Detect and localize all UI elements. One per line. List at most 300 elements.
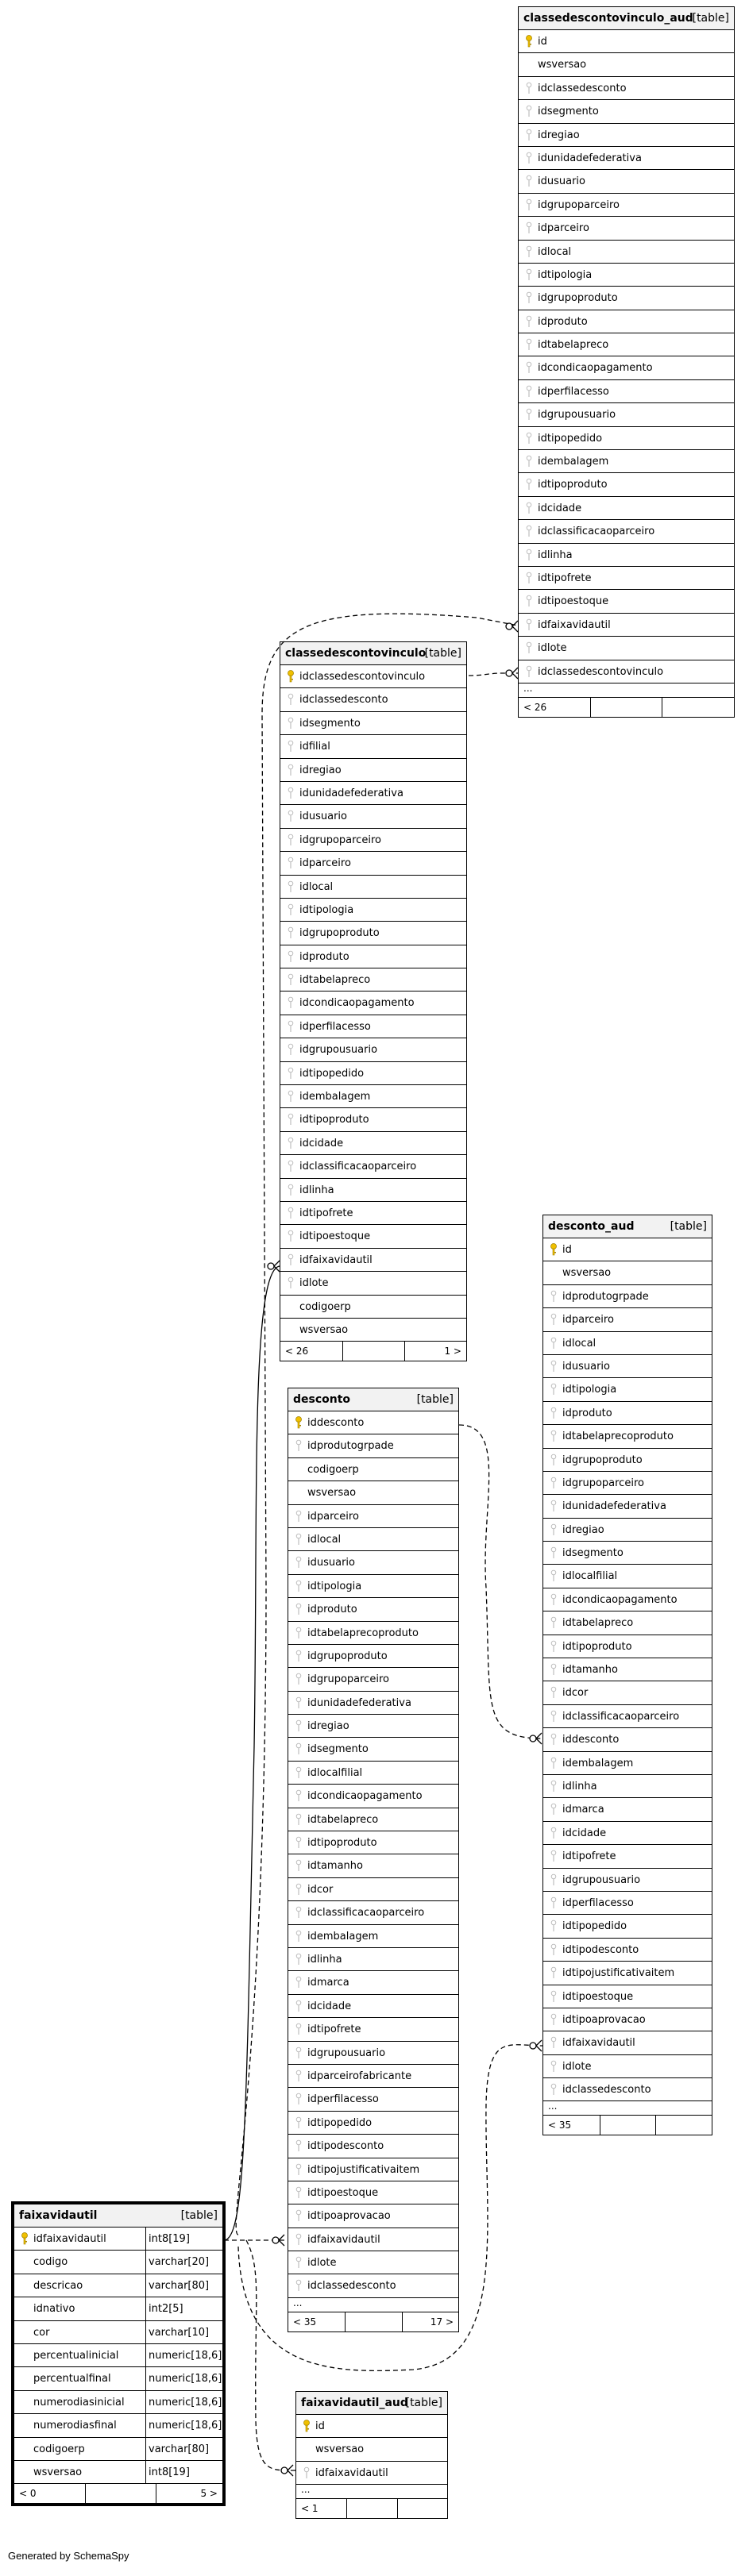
column-row[interactable] <box>280 1015 466 1038</box>
column-name: idgrupousuario <box>307 2047 386 2059</box>
column-name: idproduto <box>299 950 349 963</box>
foreign-key-icon <box>525 105 533 117</box>
column-row[interactable] <box>288 1645 458 1668</box>
foreign-key-icon <box>550 1454 558 1466</box>
column-row[interactable] <box>280 712 466 735</box>
column-row[interactable] <box>280 688 466 711</box>
children-count[interactable]: 17 > <box>430 2316 454 2328</box>
column-row[interactable] <box>543 1355 712 1378</box>
column-row[interactable] <box>543 1472 712 1495</box>
foreign-key-icon <box>287 834 295 846</box>
column-name: idregiao <box>562 1523 604 1536</box>
column-row[interactable] <box>543 1728 712 1751</box>
column-row[interactable] <box>519 241 734 264</box>
column-row[interactable] <box>543 1892 712 1915</box>
column-name: numerodiasfinal <box>33 2420 117 2432</box>
foreign-key-icon <box>287 950 295 963</box>
column-name: idlinha <box>538 549 573 561</box>
column-name: idclassedescontovinculo <box>299 671 426 683</box>
relation-end-marker <box>272 2237 279 2243</box>
column-row[interactable] <box>519 660 734 683</box>
column-row[interactable] <box>519 450 734 473</box>
column-name: idproduto <box>538 315 588 328</box>
foreign-key-icon <box>295 2233 303 2246</box>
column-row[interactable] <box>543 1798 712 1821</box>
column-row[interactable] <box>280 1202 466 1225</box>
foreign-key-icon <box>550 1873 558 1886</box>
foreign-key-icon <box>295 1953 303 1966</box>
column-row[interactable] <box>543 1962 712 1985</box>
column-divider <box>145 2344 146 2366</box>
column-row[interactable] <box>543 1775 712 1798</box>
column-row[interactable] <box>14 2438 222 2461</box>
column-row[interactable] <box>288 1575 458 1598</box>
column-row[interactable] <box>543 1635 712 1658</box>
column-name: idprodutogrpade <box>307 1440 394 1453</box>
column-row[interactable] <box>288 2135 458 2158</box>
foreign-key-icon <box>295 1859 303 1872</box>
column-row[interactable] <box>288 1622 458 1645</box>
column-name: idcondicaopagamento <box>299 997 415 1010</box>
column-name: iddesconto <box>307 1417 365 1429</box>
foreign-key-icon <box>295 2186 303 2199</box>
primary-key-icon <box>287 670 295 683</box>
column-name: idgrupousuario <box>299 1044 378 1057</box>
column-row[interactable] <box>14 2391 222 2414</box>
column-row[interactable] <box>288 2158 458 2181</box>
column-name: wsversao <box>538 59 587 71</box>
foreign-key-icon <box>525 432 533 445</box>
column-row[interactable] <box>543 1658 712 1681</box>
column-row[interactable] <box>543 1915 712 1938</box>
column-row[interactable] <box>280 968 466 992</box>
column-name: idgrupoproduto <box>307 1650 388 1662</box>
column-row[interactable] <box>288 1692 458 1715</box>
parents-count[interactable]: < 1 <box>301 2503 319 2515</box>
column-row[interactable] <box>519 100 734 123</box>
footer-divider <box>590 698 591 717</box>
foreign-key-icon <box>303 2466 311 2479</box>
column-row[interactable] <box>296 2415 447 2438</box>
column-row[interactable] <box>14 2251 222 2274</box>
foreign-key-icon <box>295 1510 303 1523</box>
column-row[interactable] <box>519 403 734 426</box>
relation-end-marker <box>530 2043 536 2049</box>
column-row[interactable] <box>280 782 466 805</box>
footer-divider <box>85 2484 86 2503</box>
foreign-key-icon <box>525 245 533 258</box>
foreign-key-icon <box>295 1673 303 1685</box>
foreign-key-icon <box>295 2163 303 2176</box>
column-row[interactable] <box>280 922 466 945</box>
table-faixavidautil_aud[interactable] <box>295 2391 448 2519</box>
column-row[interactable] <box>288 2018 458 2041</box>
column-name: idgrupoproduto <box>299 927 380 940</box>
column-name: idtipojustificativaitem <box>562 1967 675 1980</box>
foreign-key-icon <box>550 1686 558 1699</box>
foreign-key-icon <box>550 1990 558 2003</box>
foreign-key-icon <box>287 1043 295 1056</box>
column-row[interactable] <box>14 2297 222 2320</box>
column-row[interactable] <box>543 1285 712 1308</box>
column-row[interactable] <box>543 2055 712 2078</box>
column-row[interactable] <box>280 735 466 758</box>
parents-count[interactable]: < 0 <box>19 2488 37 2500</box>
column-row[interactable] <box>543 2031 712 2054</box>
parents-count[interactable]: < 35 <box>293 2316 317 2328</box>
column-row[interactable] <box>14 2228 222 2251</box>
column-row[interactable] <box>543 1308 712 1331</box>
foreign-key-icon <box>287 1207 295 1219</box>
column-name: idfilial <box>299 741 330 753</box>
column-row[interactable] <box>543 1681 712 1704</box>
column-row[interactable] <box>288 2204 458 2228</box>
table-desconto[interactable] <box>288 1388 459 2332</box>
table-header[interactable] <box>14 2204 222 2228</box>
column-row[interactable] <box>280 805 466 828</box>
column-name: idclassificacaoparceiro <box>307 1907 425 1919</box>
column-row[interactable] <box>280 1085 466 1108</box>
column-row[interactable] <box>14 2274 222 2297</box>
column-name: idtipoproduto <box>307 1837 377 1850</box>
foreign-key-icon <box>287 1067 295 1080</box>
column-row[interactable] <box>543 1238 712 1261</box>
column-name: wsversao <box>299 1323 349 1336</box>
column-row[interactable] <box>519 264 734 287</box>
column-row[interactable] <box>543 1752 712 1775</box>
column-name: idparceiro <box>562 1314 614 1327</box>
column-row[interactable] <box>288 1995 458 2018</box>
column-row[interactable] <box>280 899 466 922</box>
column-row[interactable] <box>280 829 466 852</box>
column-row[interactable] <box>280 876 466 899</box>
foreign-key-icon <box>295 1439 303 1452</box>
column-row[interactable] <box>543 1588 712 1611</box>
column-row[interactable] <box>519 356 734 379</box>
column-name: codigo <box>33 2256 68 2269</box>
column-row[interactable] <box>519 310 734 333</box>
column-name: idtabelapreco <box>538 339 609 352</box>
table-name[interactable]: desconto_aud <box>548 1220 635 1233</box>
column-name: idtipopedido <box>538 432 603 445</box>
column-row[interactable] <box>519 544 734 567</box>
table-footer <box>14 2484 222 2503</box>
column-name: idtipoestoque <box>307 2186 379 2199</box>
column-row[interactable] <box>519 567 734 590</box>
column-name: idcidade <box>538 502 582 514</box>
table-name[interactable]: faixavidautil <box>19 2209 98 2222</box>
column-row[interactable] <box>288 1458 458 1481</box>
column-type: numeric[18,6] <box>149 2420 222 2432</box>
more-columns-ellipsis: ... <box>519 683 734 698</box>
column-type: varchar[20] <box>149 2256 210 2269</box>
column-row[interactable] <box>543 1378 712 1401</box>
foreign-key-icon <box>525 361 533 374</box>
column-row[interactable] <box>296 2438 447 2461</box>
column-row[interactable] <box>14 2321 222 2344</box>
column-name: idclassificacaoparceiro <box>538 526 655 538</box>
foreign-key-icon <box>287 973 295 986</box>
column-row[interactable] <box>519 53 734 76</box>
column-row[interactable] <box>519 77 734 100</box>
column-row[interactable] <box>519 427 734 450</box>
column-row[interactable] <box>519 637 734 660</box>
column-row[interactable] <box>519 194 734 217</box>
foreign-key-icon <box>287 1090 295 1103</box>
primary-key-icon <box>525 35 533 48</box>
column-row[interactable] <box>288 2042 458 2065</box>
table-name[interactable]: desconto <box>293 1393 351 1406</box>
column-row[interactable] <box>14 2461 222 2484</box>
column-row[interactable] <box>280 1225 466 1248</box>
column-row[interactable] <box>280 1296 466 1319</box>
foreign-key-icon <box>295 1742 303 1755</box>
column-row[interactable] <box>288 1598 458 1621</box>
column-row[interactable] <box>288 1411 458 1434</box>
column-type: int8[19] <box>149 2466 190 2478</box>
parents-count[interactable]: < 26 <box>285 1346 309 1357</box>
foreign-key-icon <box>550 1290 558 1303</box>
column-name: id <box>562 1244 572 1256</box>
column-name: idtamanho <box>307 1860 363 1873</box>
column-row[interactable] <box>280 665 466 688</box>
column-row[interactable] <box>288 1528 458 1551</box>
column-row[interactable] <box>543 1261 712 1284</box>
column-row[interactable] <box>543 1611 712 1635</box>
column-row[interactable] <box>543 1565 712 1588</box>
table-classedescontovinculo_aud[interactable] <box>518 6 735 718</box>
column-row[interactable] <box>543 2078 712 2101</box>
column-row[interactable] <box>280 1179 466 1202</box>
children-count[interactable]: 5 > <box>200 2488 218 2500</box>
column-row[interactable] <box>519 170 734 193</box>
column-row[interactable] <box>543 1402 712 1425</box>
column-row[interactable] <box>280 1272 466 1295</box>
column-row[interactable] <box>288 1785 458 1808</box>
column-name: codigoerp <box>299 1300 351 1313</box>
column-row[interactable] <box>519 473 734 496</box>
foreign-key-icon <box>525 221 533 234</box>
column-row[interactable] <box>14 2344 222 2367</box>
column-name: wsversao <box>562 1267 612 1280</box>
column-row[interactable] <box>288 1551 458 1574</box>
parents-count[interactable]: < 35 <box>548 2120 572 2131</box>
column-name: idusuario <box>538 175 585 188</box>
column-divider <box>145 2414 146 2436</box>
column-row[interactable] <box>288 1948 458 1971</box>
column-row[interactable] <box>296 2462 447 2485</box>
foreign-key-icon <box>550 1337 558 1350</box>
column-row[interactable] <box>280 1319 466 1342</box>
column-row[interactable] <box>288 2065 458 2088</box>
column-row[interactable] <box>288 2112 458 2135</box>
column-name: idperfilacesso <box>538 385 609 398</box>
foreign-key-icon <box>550 1313 558 1326</box>
column-name: idcidade <box>299 1137 344 1149</box>
column-row[interactable] <box>288 1668 458 1691</box>
column-row[interactable] <box>519 520 734 543</box>
column-row[interactable] <box>543 1822 712 1845</box>
foreign-key-icon <box>295 2023 303 2035</box>
column-row[interactable] <box>543 1449 712 1472</box>
column-type: int8[19] <box>149 2233 190 2245</box>
column-row[interactable] <box>543 1519 712 1542</box>
column-name: idparceiro <box>307 1510 359 1523</box>
table-header[interactable] <box>280 642 466 665</box>
table-header[interactable] <box>288 1388 458 1411</box>
table-name[interactable]: classedescontovinculo_aud <box>523 12 693 25</box>
primary-key-icon <box>21 2232 29 2245</box>
foreign-key-icon <box>525 385 533 398</box>
table-desconto_aud[interactable] <box>542 1215 712 2135</box>
column-row[interactable] <box>288 1971 458 1994</box>
column-row[interactable] <box>288 1505 458 1528</box>
column-name: idcor <box>307 1883 334 1896</box>
column-row[interactable] <box>543 1425 712 1448</box>
column-name: idsegmento <box>538 106 599 118</box>
column-name: idlote <box>307 2257 337 2270</box>
column-name: idcidade <box>307 2000 352 2012</box>
column-row[interactable] <box>280 1062 466 1085</box>
column-row[interactable] <box>288 1878 458 1901</box>
foreign-key-icon <box>295 2047 303 2059</box>
column-row[interactable] <box>288 2181 458 2204</box>
column-row[interactable] <box>543 2008 712 2031</box>
column-row[interactable] <box>280 1155 466 1178</box>
column-name: wsversao <box>315 2443 365 2456</box>
column-row[interactable] <box>543 1939 712 1962</box>
column-row[interactable] <box>519 287 734 310</box>
children-count[interactable]: 1 > <box>444 1346 461 1357</box>
column-row[interactable] <box>543 1705 712 1728</box>
column-row[interactable] <box>519 497 734 520</box>
foreign-key-icon <box>525 338 533 351</box>
column-row[interactable] <box>280 1038 466 1061</box>
foreign-key-icon <box>525 665 533 678</box>
column-row[interactable] <box>14 2414 222 2437</box>
column-row[interactable] <box>288 2274 458 2297</box>
column-row[interactable] <box>280 1132 466 1155</box>
foreign-key-icon <box>295 2093 303 2105</box>
column-name: idcor <box>562 1687 589 1700</box>
column-name: idmarca <box>307 1977 349 1989</box>
column-row[interactable] <box>519 380 734 403</box>
column-row[interactable] <box>288 1831 458 1854</box>
column-name: idprodutogrpade <box>562 1290 649 1303</box>
column-row[interactable] <box>288 2088 458 2111</box>
foreign-key-icon <box>525 291 533 304</box>
column-name: idclassificacaoparceiro <box>562 1710 680 1723</box>
column-name: idlocal <box>538 245 572 258</box>
column-name: idusuario <box>562 1360 610 1373</box>
column-row[interactable] <box>288 2228 458 2251</box>
column-name: idperfilacesso <box>299 1020 371 1033</box>
foreign-key-icon <box>525 129 533 141</box>
table-faixavidautil[interactable] <box>11 2201 226 2506</box>
column-row[interactable] <box>280 992 466 1015</box>
column-row[interactable] <box>543 1985 712 2008</box>
foreign-key-icon <box>287 857 295 869</box>
column-row[interactable] <box>288 1715 458 1738</box>
table-header[interactable] <box>543 1215 712 1238</box>
column-row[interactable] <box>288 1738 458 1761</box>
column-row[interactable] <box>288 1434 458 1457</box>
column-row[interactable] <box>519 30 734 53</box>
column-name: idgrupoproduto <box>538 292 618 305</box>
foreign-key-icon <box>295 1603 303 1615</box>
column-row[interactable] <box>543 1845 712 1868</box>
foreign-key-icon <box>550 1896 558 1909</box>
column-name: idfaixavidautil <box>307 2233 380 2246</box>
column-name: id <box>315 2420 325 2432</box>
foreign-key-icon <box>525 408 533 421</box>
column-name: idlinha <box>307 1953 342 1966</box>
column-name: id <box>538 36 547 48</box>
column-name: idtipofrete <box>562 1850 616 1863</box>
column-row[interactable] <box>14 2367 222 2390</box>
table-kind-label: [table] <box>692 12 729 25</box>
column-row[interactable] <box>288 1762 458 1785</box>
foreign-key-icon <box>550 1710 558 1723</box>
column-row[interactable] <box>288 1925 458 1948</box>
column-name: idunidadefederativa <box>538 152 642 164</box>
column-row[interactable] <box>280 945 466 968</box>
table-header[interactable] <box>519 7 734 30</box>
column-row[interactable] <box>519 590 734 613</box>
column-row[interactable] <box>519 333 734 356</box>
column-row[interactable] <box>519 614 734 637</box>
foreign-key-icon <box>295 1976 303 1989</box>
foreign-key-icon <box>287 1230 295 1242</box>
column-row[interactable] <box>280 759 466 782</box>
column-row[interactable] <box>288 1854 458 1877</box>
table-name[interactable]: faixavidautil_aud <box>301 2397 408 2409</box>
table-name[interactable]: classedescontovinculo <box>285 647 427 660</box>
foreign-key-icon <box>525 315 533 328</box>
column-row[interactable] <box>280 1108 466 1131</box>
foreign-key-icon <box>287 880 295 893</box>
column-row[interactable] <box>288 1808 458 1831</box>
column-row[interactable] <box>543 1542 712 1565</box>
foreign-key-icon <box>287 693 295 706</box>
column-name: idembalagem <box>307 1930 379 1943</box>
column-row[interactable] <box>543 1495 712 1518</box>
column-name: idregiao <box>307 1720 349 1733</box>
foreign-key-icon <box>287 764 295 776</box>
column-row[interactable] <box>543 1869 712 1892</box>
foreign-key-icon <box>525 152 533 164</box>
foreign-key-icon <box>525 268 533 281</box>
column-row[interactable] <box>288 1901 458 1924</box>
column-divider <box>145 2297 146 2320</box>
table-kind-label: [table] <box>180 2209 218 2222</box>
column-row[interactable] <box>280 852 466 875</box>
column-row[interactable] <box>519 124 734 147</box>
column-name: idregiao <box>299 764 342 776</box>
column-row[interactable] <box>288 1481 458 1504</box>
column-row[interactable] <box>280 1249 466 1272</box>
table-header[interactable] <box>296 2392 447 2415</box>
table-footer <box>519 698 734 717</box>
parents-count[interactable]: < 26 <box>523 701 547 713</box>
foreign-key-icon <box>550 1733 558 1746</box>
column-row[interactable] <box>543 1332 712 1355</box>
column-row[interactable] <box>288 2251 458 2274</box>
column-row[interactable] <box>519 217 734 240</box>
table-classedescontovinculo[interactable] <box>280 641 467 1361</box>
foreign-key-icon <box>295 1580 303 1592</box>
column-row[interactable] <box>519 147 734 170</box>
